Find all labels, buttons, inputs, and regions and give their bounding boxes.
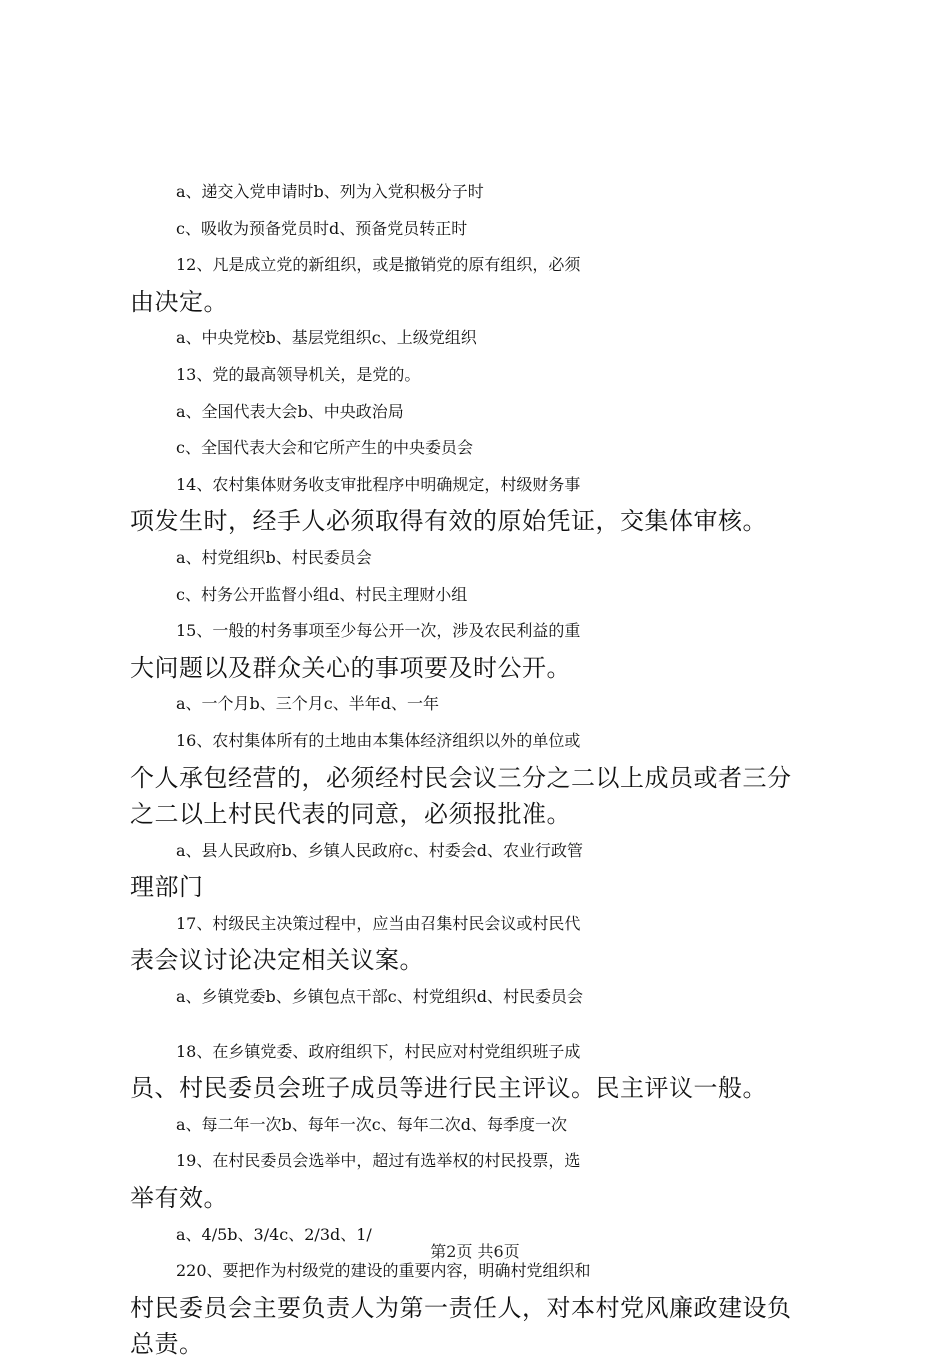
text-line: a、县人民政府b、乡镇人民政府c、村委会d、农业行政管 bbox=[176, 840, 583, 860]
text-line: 17、村级民主决策过程中，应当由召集村民会议或村民代 bbox=[176, 913, 581, 933]
text-line: a、递交入党申请时b、列为入党积极分子时 bbox=[176, 182, 484, 201]
text-line: 村民委员会主要负责人为第一责任人，对本村党风廉政建设负 bbox=[130, 1293, 792, 1322]
text-line: 大问题以及群众关心的事项要及时公开。 bbox=[130, 653, 571, 682]
text-line: 15、一般的村务事项至少每公开一次，涉及农民利益的重 bbox=[176, 621, 581, 641]
text-line: a、村党组织b、村民委员会 bbox=[176, 547, 372, 567]
text-line: 项发生时，经手人必须取得有效的原始凭证，交集体审核。 bbox=[130, 507, 767, 536]
text-line: 由决定。 bbox=[130, 287, 228, 316]
text-line: a、乡镇党委b、乡镇包点干部c、村党组织d、村民委员会 bbox=[176, 987, 583, 1007]
text-line: 总责。 bbox=[130, 1330, 204, 1359]
text-line: c、吸收为预备党员时d、预备党员转正时 bbox=[176, 218, 468, 238]
text-line: 13、党的最高领导机关，是党的。 bbox=[176, 364, 421, 384]
text-line: 16、农村集体所有的土地由本集体经济组织以外的单位或 bbox=[176, 730, 581, 750]
text-line: 举有效。 bbox=[130, 1184, 228, 1213]
page-footer: 第2页 共6页 bbox=[430, 1242, 520, 1261]
text-line: a、4/5b、3/4c、2/3d、1/ bbox=[176, 1224, 372, 1244]
text-line: a、全国代表大会b、中央政治局 bbox=[176, 401, 404, 421]
text-line: 之二以上村民代表的同意，必须报批准。 bbox=[130, 800, 571, 829]
text-line: a、中央党校b、基层党组织c、上级党组织 bbox=[176, 328, 477, 348]
text-line: 12、凡是成立党的新组织，或是撤销党的原有组织，必须 bbox=[176, 255, 581, 275]
text-line: 员、村民委员会班子成员等进行民主评议。民主评议一般。 bbox=[130, 1074, 767, 1103]
text-line: a、一个月b、三个月c、半年d、一年 bbox=[176, 694, 439, 714]
text-line: 个人承包经营的，必须经村民会议三分之二以上成员或者三分 bbox=[130, 763, 792, 792]
text-line: 18、在乡镇党委、政府组织下，村民应对村党组织班子成 bbox=[176, 1041, 581, 1061]
document-body bbox=[130, 174, 835, 1363]
text-line: 理部门 bbox=[130, 873, 204, 902]
text-line: 220、要把作为村级党的建设的重要内容，明确村党组织和 bbox=[176, 1261, 591, 1281]
blank-line bbox=[130, 1016, 835, 1034]
text-line: c、村务公开监督小组d、村民主理财小组 bbox=[176, 584, 468, 604]
text-line: 14、农村集体财务收支审批程序中明确规定，村级财务事 bbox=[176, 474, 581, 494]
text-line: 表会议讨论决定相关议案。 bbox=[130, 946, 424, 975]
text-line: 19、在村民委员会选举中，超过有选举权的村民投票，选 bbox=[176, 1151, 581, 1171]
text-line: c、全国代表大会和它所产生的中央委员会 bbox=[176, 438, 473, 458]
text-line: a、每二年一次b、每年一次c、每年二次d、每季度一次 bbox=[176, 1114, 567, 1134]
